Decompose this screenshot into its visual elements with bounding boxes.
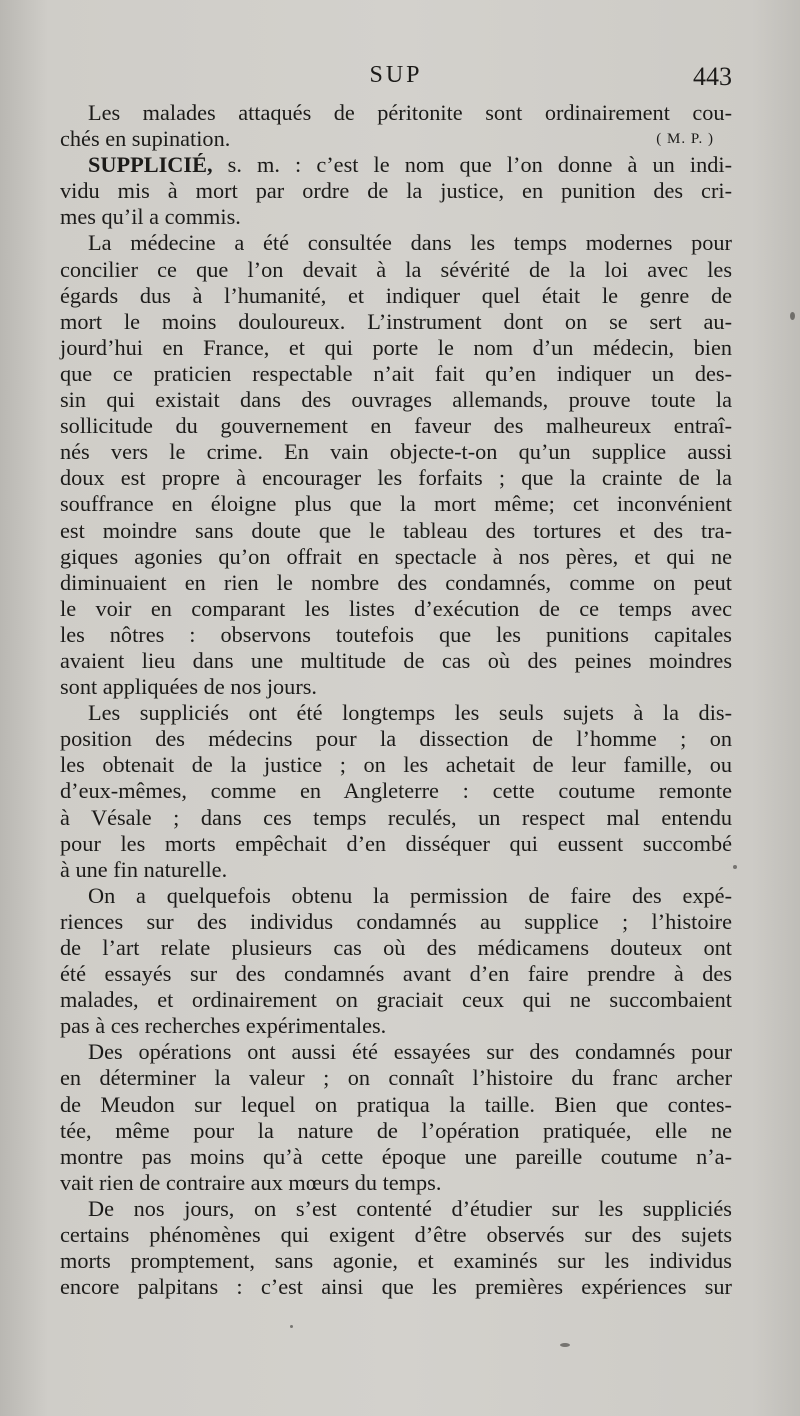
- line-text: chés en supination.: [60, 126, 231, 152]
- line-text: giques agonies qu’on offrait en spectacle à nos pères, et qui ne: [60, 543, 732, 569]
- text-line: [60, 674, 732, 700]
- line-text: pas à ces recherches expérimentales.: [60, 1013, 387, 1039]
- paper-speck: [290, 1325, 293, 1328]
- line-text: jourd’hui en France, et qui porte le nom d’un médecin, bien: [60, 334, 732, 360]
- text-line: [60, 987, 732, 1013]
- text-line: [60, 1065, 732, 1091]
- line-text: sin qui existait dans des ouvrages allemands, prouve toute la: [60, 387, 732, 413]
- line-text: encore palpitans : c’est ainsi que les premières expériences sur: [60, 1274, 732, 1300]
- line-text: à une fin naturelle.: [60, 856, 228, 882]
- text-line: [60, 361, 732, 387]
- entry-headword: SUPPLICIÉ,: [88, 152, 213, 178]
- text-line: [60, 1222, 732, 1248]
- text-line: [60, 1274, 732, 1300]
- line-text: position des médecins pour la dissection de l’homme ; on: [60, 726, 732, 752]
- text-line: [60, 752, 732, 778]
- text-line: [60, 204, 732, 230]
- text-line: [60, 831, 732, 857]
- text-line: [60, 596, 732, 622]
- article-text: [60, 100, 732, 1300]
- text-line: [60, 700, 732, 726]
- text-line: [60, 413, 732, 439]
- line-text: de l’art relate plusieurs cas où des médicamens douteux ont: [60, 935, 732, 960]
- line-text: les nôtres : observons toutefois que les punitions capitales: [60, 621, 732, 647]
- line-text: De nos jours, on s’est contenté d’étudier sur les suppliciés: [88, 1195, 732, 1221]
- text-line: [60, 1196, 732, 1222]
- page-header: [60, 62, 732, 96]
- text-line: [60, 883, 732, 909]
- text-line: [60, 152, 732, 178]
- text-line: [60, 544, 732, 570]
- line-text: avaient lieu dans une multitude de cas où des peines moindres: [60, 647, 732, 673]
- line-text: doux est propre à encourager les forfaits ; que la crainte de la: [60, 465, 732, 491]
- author-signature: ( M. P. ): [656, 131, 714, 148]
- text-line: [60, 1248, 732, 1274]
- paper-speck: [790, 312, 795, 320]
- text-line: [60, 100, 732, 126]
- line-text: nés vers le crime. En vain objecte-t-on qu’un supplice aussi: [60, 439, 732, 465]
- text-line: [60, 805, 732, 831]
- text-line: [60, 909, 732, 935]
- line-text: morts promptement, sans agonie, et examinés sur les individus: [60, 1248, 732, 1274]
- text-line: [60, 778, 732, 804]
- line-text: d’eux-mêmes, comme en Angleterre : cette coutume remonte: [60, 778, 732, 804]
- line-text: tée, même pour la nature de l’opération pratiquée, elle ne: [60, 1117, 732, 1143]
- line-text: été essayés sur des condamnés avant d’en faire prendre à des: [60, 961, 732, 987]
- text-line: [60, 1118, 732, 1144]
- text-line: [60, 439, 732, 465]
- line-text: mes qu’il a commis.: [60, 204, 241, 230]
- text-line: [60, 518, 732, 544]
- text-line: [60, 257, 732, 283]
- text-line: [60, 935, 732, 961]
- line-text: Les malades attaqués de péritonite sont ordinairement cou-: [88, 100, 732, 125]
- text-line: [60, 857, 732, 883]
- page-number: 443: [693, 62, 732, 91]
- line-text: certains phénomènes qui exigent d’être observés sur des sujets: [60, 1222, 732, 1248]
- line-text: sollicitude du gouvernement en faveur des malheureux entraî-: [60, 413, 732, 439]
- line-text: malades, et ordinairement on graciait ceux qui ne succombaient: [60, 987, 732, 1013]
- text-line: [60, 570, 732, 596]
- text-line: [60, 961, 732, 987]
- text-line: [60, 126, 732, 152]
- line-text: mort le moins douloureux. L’instrument dont on se sert au-: [60, 308, 732, 334]
- line-text: La médecine a été consultée dans les temps modernes pour: [88, 230, 732, 256]
- line-text: est moindre sans doute que le tableau des tortures et des tra-: [60, 517, 732, 543]
- text-line: [60, 465, 732, 491]
- line-text: diminuaient en rien le nombre des condamnés, comme on peut: [60, 569, 732, 595]
- line-text: On a quelquefois obtenu la permission de faire des expé-: [88, 882, 732, 908]
- line-text: vidu mis à mort par ordre de la justice, en punition des cri-: [60, 178, 732, 204]
- text-line: [60, 1170, 732, 1196]
- paper-speck: [560, 1343, 570, 1347]
- text-line: [60, 309, 732, 335]
- text-line: [60, 1092, 732, 1118]
- line-text: à Vésale ; dans ces temps reculés, un respect mal entendu: [60, 804, 732, 830]
- text-line: [60, 1013, 732, 1039]
- line-text: pour les morts empêchait d’en disséquer qui eussent succombé: [60, 830, 732, 856]
- line-text: s. m. : c’est le nom que l’on donne à un indi-: [212, 152, 732, 178]
- line-text: vait rien de contraire aux mœurs du temps.: [60, 1169, 442, 1195]
- text-line: [60, 726, 732, 752]
- text-line: [60, 283, 732, 309]
- running-head: SUP: [369, 62, 423, 88]
- line-text: montre pas moins qu’à cette époque une pareille coutume n’a-: [60, 1143, 732, 1169]
- text-line: [60, 230, 732, 256]
- line-text: souffrance en éloigne plus que la mort même; cet inconvénient: [60, 491, 732, 517]
- line-text: en déterminer la valeur ; on connaît l’histoire du franc archer: [60, 1065, 732, 1091]
- line-text: Les suppliciés ont été longtemps les seuls sujets à la dis-: [88, 700, 732, 726]
- line-text: riences sur des individus condamnés au supplice ; l’histoire: [60, 908, 732, 934]
- text-line: [60, 178, 732, 204]
- text-line: [60, 335, 732, 361]
- line-text: Des opérations ont aussi été essayées sur des condamnés pour: [88, 1039, 732, 1065]
- line-text: concilier ce que l’on devait à la sévérité de la loi avec les: [60, 256, 732, 282]
- line-text: que ce praticien respectable n’ait fait qu’en indiquer un des-: [60, 360, 732, 386]
- line-text: le voir en comparant les listes d’exécution de ce temps avec: [60, 595, 732, 621]
- line-text: les obtenait de la justice ; on les achetait de leur famille, ou: [60, 752, 732, 778]
- line-text: de Meudon sur lequel on pratiqua la taille. Bien que contes-: [60, 1091, 732, 1117]
- text-line: [60, 387, 732, 413]
- text-line: [60, 648, 732, 674]
- text-line: [60, 1144, 732, 1170]
- paper-speck: [733, 865, 737, 869]
- text-line: [60, 491, 732, 517]
- line-text: sont appliquées de nos jours.: [60, 674, 318, 700]
- line-text: égards dus à l’humanité, et indiquer quel était le genre de: [60, 282, 732, 308]
- text-line: [60, 1039, 732, 1065]
- text-line: [60, 622, 732, 648]
